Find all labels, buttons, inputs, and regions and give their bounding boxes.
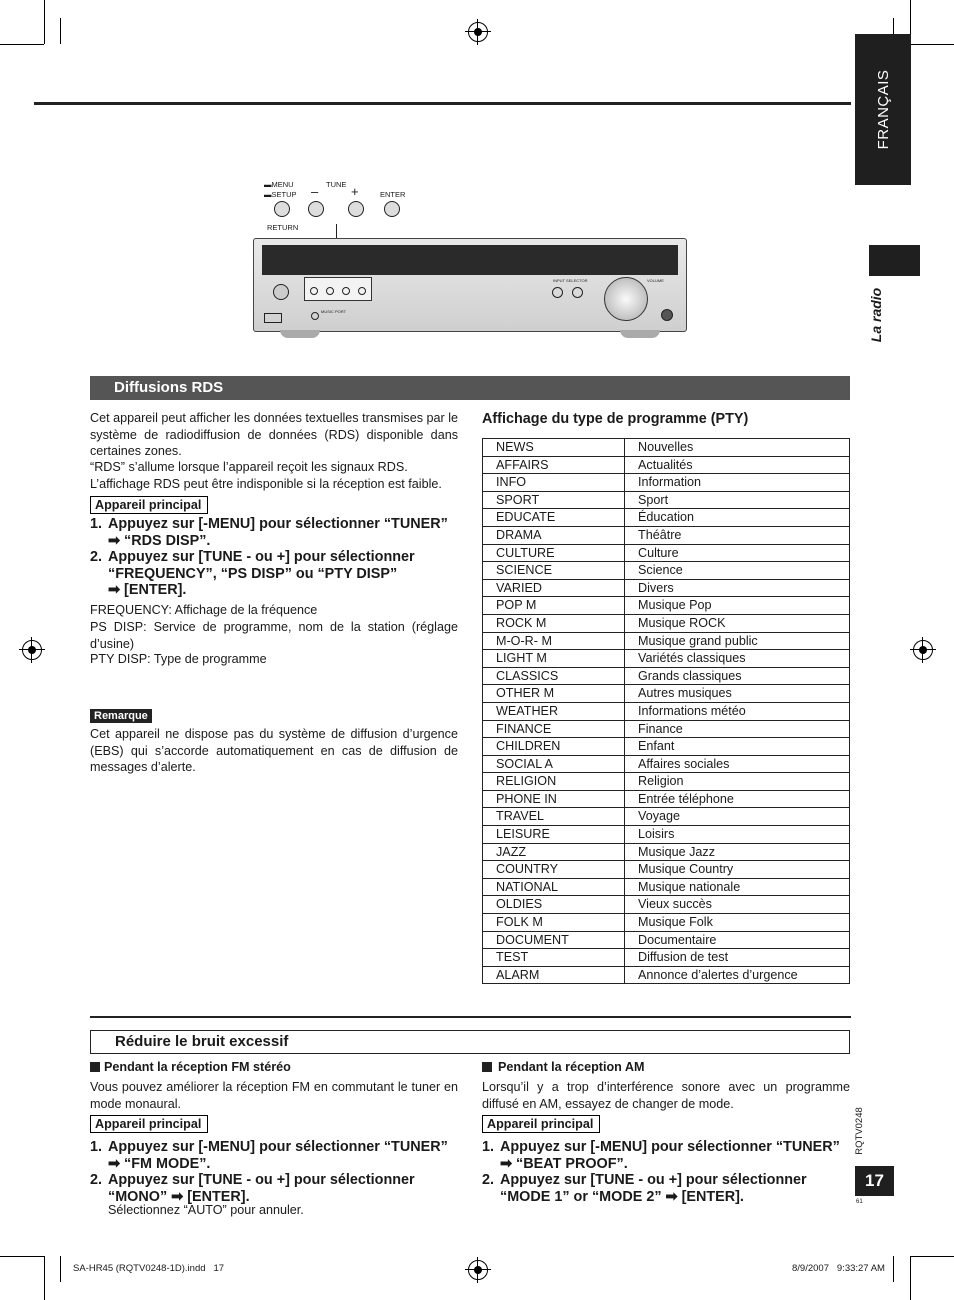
table-row — [483, 509, 850, 527]
main-unit-box: Appareil principal — [482, 1115, 600, 1133]
pty-title: Affichage du type de programme (PTY) — [482, 411, 749, 427]
enter-label: ENTER — [380, 190, 406, 199]
table-row — [483, 790, 850, 808]
device-foot — [280, 330, 320, 338]
pty-code-cell: LEISURE — [483, 826, 625, 844]
minus-label: – — [311, 184, 319, 199]
pty-meaning-cell: Musique ROCK — [625, 614, 850, 632]
table-row — [483, 456, 850, 474]
pty-code-cell: CHILDREN — [483, 738, 625, 756]
pty-code-cell: DOCUMENT — [483, 931, 625, 949]
receiver-body — [253, 238, 687, 332]
pty-meaning-cell: Nouvelles — [625, 439, 850, 457]
registration-mark-icon — [913, 640, 933, 660]
remark-label: Remarque — [90, 709, 152, 723]
pty-code-cell: NEWS — [483, 439, 625, 457]
rds-note-pty: PTY DISP: Type de programme — [90, 652, 267, 666]
pty-meaning-cell: Grands classiques — [625, 667, 850, 685]
square-bullet-icon — [90, 1062, 100, 1072]
pty-meaning-cell: Finance — [625, 720, 850, 738]
main-unit-box: Appareil principal — [90, 1115, 208, 1133]
pty-code-cell: EDUCATE — [483, 509, 625, 527]
rds-step-2: 2. Appuyez sur [TUNE - ou +] pour sélectionner “FREQUENCY”, “PS DISP” ou “PTY DISP” ➡ [ENTER]. — [90, 549, 415, 598]
registration-mark-icon — [22, 640, 42, 660]
pty-meaning-cell: Musique grand public — [625, 632, 850, 650]
menu-setup-button[interactable] — [274, 201, 290, 217]
table-row — [483, 843, 850, 861]
pty-meaning-cell: Musique Country — [625, 861, 850, 879]
pty-code-cell: NATIONAL — [483, 878, 625, 896]
crop-mark — [0, 44, 44, 45]
pty-meaning-cell: Entrée téléphone — [625, 790, 850, 808]
volume-label: VOLUME — [647, 278, 664, 283]
main-unit-box: Appareil principal — [90, 496, 208, 514]
pty-code-cell: WEATHER — [483, 702, 625, 720]
pty-meaning-cell: Actualités — [625, 456, 850, 474]
input-selector-left-button[interactable] — [552, 287, 563, 298]
music-port-jack — [311, 312, 319, 320]
pty-code-cell: SCIENCE — [483, 562, 625, 580]
table-row — [483, 914, 850, 932]
pty-table — [482, 438, 850, 984]
table-row — [483, 702, 850, 720]
display-window — [262, 245, 678, 275]
crop-mark — [910, 1256, 954, 1257]
table-row — [483, 966, 850, 984]
section-tab-label: La radio — [868, 287, 884, 343]
pty-meaning-cell: Affaires sociales — [625, 755, 850, 773]
section-title: Diffusions RDS — [114, 379, 224, 396]
table-row — [483, 755, 850, 773]
crop-mark — [910, 44, 954, 45]
crop-mark — [44, 1256, 45, 1300]
table-row — [483, 579, 850, 597]
rds-intro-3: L’affichage RDS peut être indisponible si la réception est faible. — [90, 477, 442, 491]
registration-mark-icon — [468, 1260, 488, 1280]
pty-code-cell: SOCIAL A — [483, 755, 625, 773]
table-row — [483, 861, 850, 879]
table-row — [483, 720, 850, 738]
language-tab — [855, 34, 911, 185]
table-row — [483, 773, 850, 791]
pty-code-cell: DRAMA — [483, 526, 625, 544]
input-selector-label: INPUT SELECTOR — [553, 278, 588, 283]
pty-meaning-cell: Variétés classiques — [625, 650, 850, 668]
pty-code-cell: CULTURE — [483, 544, 625, 562]
power-button[interactable] — [273, 284, 289, 300]
setup-label: ▬SETUP — [264, 190, 297, 199]
registration-mark-icon — [468, 22, 488, 42]
section-title: Réduire le bruit excessif — [115, 1033, 289, 1050]
pty-meaning-cell: Musique Jazz — [625, 843, 850, 861]
table-row — [483, 650, 850, 668]
sensor-window — [264, 313, 282, 323]
pty-code-cell: SPORT — [483, 491, 625, 509]
pty-meaning-cell: Sport — [625, 491, 850, 509]
doc-code: RQTV0248 — [854, 1107, 865, 1155]
pty-meaning-cell: Diffusion de test — [625, 949, 850, 967]
table-row — [483, 526, 850, 544]
pty-meaning-cell: Science — [625, 562, 850, 580]
music-port-label: MUSIC PORT — [321, 309, 347, 314]
pty-table-wrap — [482, 438, 850, 984]
device-illustration — [250, 170, 690, 345]
pty-meaning-cell: Vieux succès — [625, 896, 850, 914]
pty-meaning-cell: Informations météo — [625, 702, 850, 720]
pty-meaning-cell: Voyage — [625, 808, 850, 826]
pty-code-cell: FOLK M — [483, 914, 625, 932]
pty-meaning-cell: Documentaire — [625, 931, 850, 949]
headphone-jack — [661, 309, 673, 321]
pty-meaning-cell: Musique nationale — [625, 878, 850, 896]
square-bullet-icon — [482, 1062, 492, 1072]
plus-label: + — [351, 184, 359, 199]
footer-datetime: 8/9/2007 9:33:27 AM — [792, 1263, 885, 1274]
crop-mark — [60, 18, 61, 44]
pty-code-cell: TEST — [483, 949, 625, 967]
pty-code-cell: AFFAIRS — [483, 456, 625, 474]
section-tab — [862, 285, 890, 345]
table-row — [483, 931, 850, 949]
crop-mark — [44, 0, 45, 44]
table-row — [483, 685, 850, 703]
pty-code-cell: FINANCE — [483, 720, 625, 738]
am-heading: Pendant la réception AM — [482, 1060, 644, 1074]
pty-code-cell: JAZZ — [483, 843, 625, 861]
rds-step-1: 1. Appuyez sur [-MENU] pour sélectionner “TUNER” ➡ “RDS DISP”. — [90, 516, 448, 549]
pty-code-cell: VARIED — [483, 579, 625, 597]
rds-intro-1: Cet appareil peut afficher les données textuelles transmises par le système de radiodiffusion de données (RDS) disponible dans certaines zones. — [90, 411, 458, 458]
device-foot — [620, 330, 660, 338]
volume-knob[interactable] — [604, 277, 648, 321]
fm-step-1: 1. Appuyez sur [-MENU] pour sélectionner “TUNER” ➡ “FM MODE”. — [90, 1139, 448, 1172]
table-row — [483, 562, 850, 580]
table-row — [483, 826, 850, 844]
pty-meaning-cell: Théâtre — [625, 526, 850, 544]
table-row — [483, 949, 850, 967]
crop-mark — [893, 1256, 894, 1282]
fm-text: Vous pouvez améliorer la réception FM en commutant le tuner en mode monaural. — [90, 1080, 458, 1111]
button-panel — [304, 277, 372, 301]
table-row — [483, 474, 850, 492]
table-row — [483, 597, 850, 615]
pty-code-cell: ALARM — [483, 966, 625, 984]
pty-meaning-cell: Loisirs — [625, 826, 850, 844]
footer-file: SA-HR45 (RQTV0248-1D).indd 17 — [73, 1263, 225, 1274]
pty-meaning-cell: Autres musiques — [625, 685, 850, 703]
am-step-2: 2. Appuyez sur [TUNE - ou +] pour sélectionner “MODE 1” or “MODE 2” ➡ [ENTER]. — [482, 1172, 807, 1205]
return-label: RETURN — [267, 223, 299, 232]
crop-mark — [910, 1256, 911, 1300]
pty-code-cell: TRAVEL — [483, 808, 625, 826]
page-sub: 61 — [856, 1199, 863, 1205]
pty-code-cell: ROCK M — [483, 614, 625, 632]
pty-code-cell: COUNTRY — [483, 861, 625, 879]
pty-meaning-cell: Enfant — [625, 738, 850, 756]
table-row — [483, 544, 850, 562]
am-step-1: 1. Appuyez sur [-MENU] pour sélectionner “TUNER” ➡ “BEAT PROOF”. — [482, 1139, 840, 1172]
tune-label: TUNE — [326, 180, 347, 189]
crop-mark — [60, 1256, 61, 1282]
tune-minus-button[interactable] — [308, 201, 324, 217]
section-header — [90, 1030, 850, 1054]
pty-code-cell: OLDIES — [483, 896, 625, 914]
input-selector-right-button[interactable] — [572, 287, 583, 298]
pty-code-cell: RELIGION — [483, 773, 625, 791]
table-row — [483, 614, 850, 632]
pty-meaning-cell: Éducation — [625, 509, 850, 527]
enter-button[interactable] — [384, 201, 400, 217]
fm-step-2: 2. Appuyez sur [TUNE - ou +] pour sélectionner “MONO” ➡ [ENTER]. — [90, 1172, 415, 1205]
pty-meaning-cell: Musique Folk — [625, 914, 850, 932]
rds-intro-2: “RDS” s’allume lorsque l’appareil reçoit les signaux RDS. — [90, 460, 408, 474]
fm-note: Sélectionnez “AUTO” pour annuler. — [108, 1203, 304, 1217]
table-row — [483, 491, 850, 509]
section-tab-marker — [869, 245, 920, 276]
am-text: Lorsqu’il y a trop d’interférence sonore avec un programme diffusé en AM, essayez de changer de mode. — [482, 1080, 850, 1111]
rds-note-ps: PS DISP: Service de programme, nom de la station (réglage d’usine) — [90, 620, 458, 651]
pty-meaning-cell: Annonce d’alertes d’urgence — [625, 966, 850, 984]
pty-meaning-cell: Musique Pop — [625, 597, 850, 615]
pty-meaning-cell: Information — [625, 474, 850, 492]
pty-code-cell: POP M — [483, 597, 625, 615]
pty-code-cell: OTHER M — [483, 685, 625, 703]
pty-meaning-cell: Divers — [625, 579, 850, 597]
rds-note-frequency: FREQUENCY: Affichage de la fréquence — [90, 603, 318, 617]
table-row — [483, 878, 850, 896]
pty-code-cell: LIGHT M — [483, 650, 625, 668]
table-row — [483, 632, 850, 650]
page-number: 17 — [855, 1166, 894, 1196]
table-row — [483, 808, 850, 826]
pty-code-cell: PHONE IN — [483, 790, 625, 808]
top-rule — [34, 102, 851, 105]
fm-heading: Pendant la réception FM stéréo — [90, 1060, 291, 1074]
remark-text: Cet appareil ne dispose pas du système de diffusion d’urgence (EBS) qui s’accorde automatiquement en cas de diffusion de messages d’alerte. — [90, 727, 458, 774]
crop-mark — [0, 1256, 44, 1257]
pty-code-cell: M-O-R- M — [483, 632, 625, 650]
table-row — [483, 896, 850, 914]
pty-meaning-cell: Culture — [625, 544, 850, 562]
menu-label: ▬MENU — [264, 180, 294, 189]
table-row — [483, 667, 850, 685]
section-divider — [90, 1016, 851, 1018]
pty-code-cell: INFO — [483, 474, 625, 492]
table-row — [483, 738, 850, 756]
pty-meaning-cell: Religion — [625, 773, 850, 791]
language-tab-label: FRANÇAIS — [874, 69, 892, 150]
section-header — [90, 376, 850, 400]
table-row — [483, 439, 850, 457]
tune-plus-button[interactable] — [348, 201, 364, 217]
pty-code-cell: CLASSICS — [483, 667, 625, 685]
